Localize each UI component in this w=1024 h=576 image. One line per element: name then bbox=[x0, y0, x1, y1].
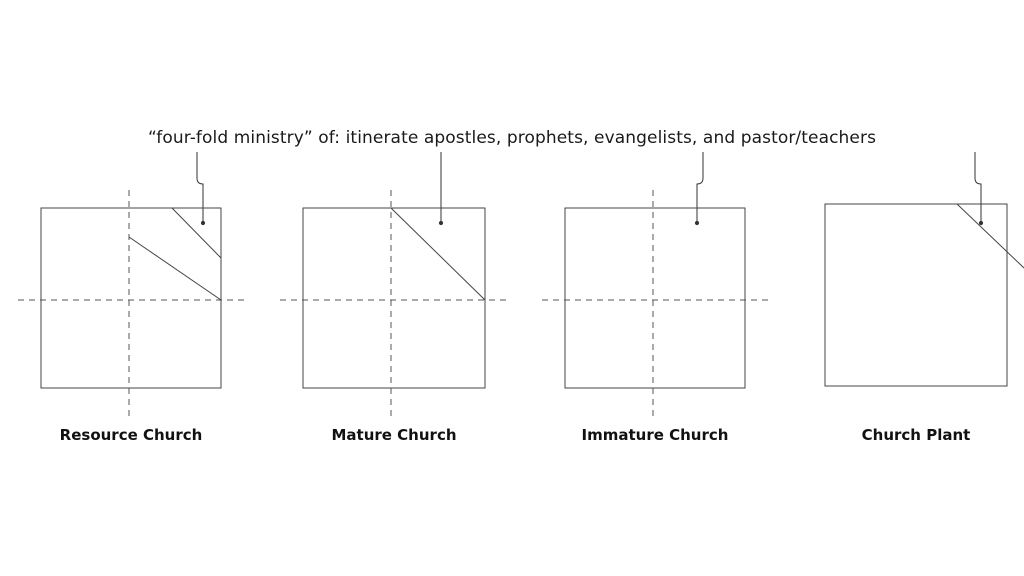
panel-immature-church bbox=[542, 190, 769, 416]
panel-1-diagonal-lower bbox=[129, 237, 221, 300]
leader-arrow-4 bbox=[979, 221, 982, 224]
leader-line-1 bbox=[197, 152, 203, 222]
panel-label-resource-church: Resource Church bbox=[59, 426, 203, 444]
panel-2-diagonal bbox=[391, 208, 485, 300]
leader-line-4 bbox=[975, 152, 981, 222]
leader-lines bbox=[197, 152, 983, 225]
panel-2-square bbox=[303, 208, 485, 388]
panel-4-diagonal bbox=[957, 204, 1024, 268]
panel-4-square bbox=[825, 204, 1007, 386]
panel-label-immature-church: Immature Church bbox=[581, 426, 729, 444]
leader-arrow-3 bbox=[695, 221, 698, 224]
annotation-label: “four-fold ministry” of: itinerate apostles, prophets, evangelists, and pastor/teachers bbox=[147, 128, 877, 148]
panel-3-square bbox=[565, 208, 745, 388]
panel-1-square bbox=[41, 208, 221, 388]
leader-line-3 bbox=[697, 152, 703, 222]
panel-church-plant bbox=[825, 204, 1024, 386]
panel-1-diagonal-upper bbox=[172, 208, 221, 258]
panel-label-mature-church: Mature Church bbox=[331, 426, 457, 444]
panel-resource-church bbox=[18, 190, 245, 416]
leader-arrow-1 bbox=[201, 221, 204, 224]
panel-label-church-plant: Church Plant bbox=[861, 426, 971, 444]
leader-arrow-2 bbox=[439, 221, 442, 224]
panel-mature-church bbox=[280, 190, 507, 416]
